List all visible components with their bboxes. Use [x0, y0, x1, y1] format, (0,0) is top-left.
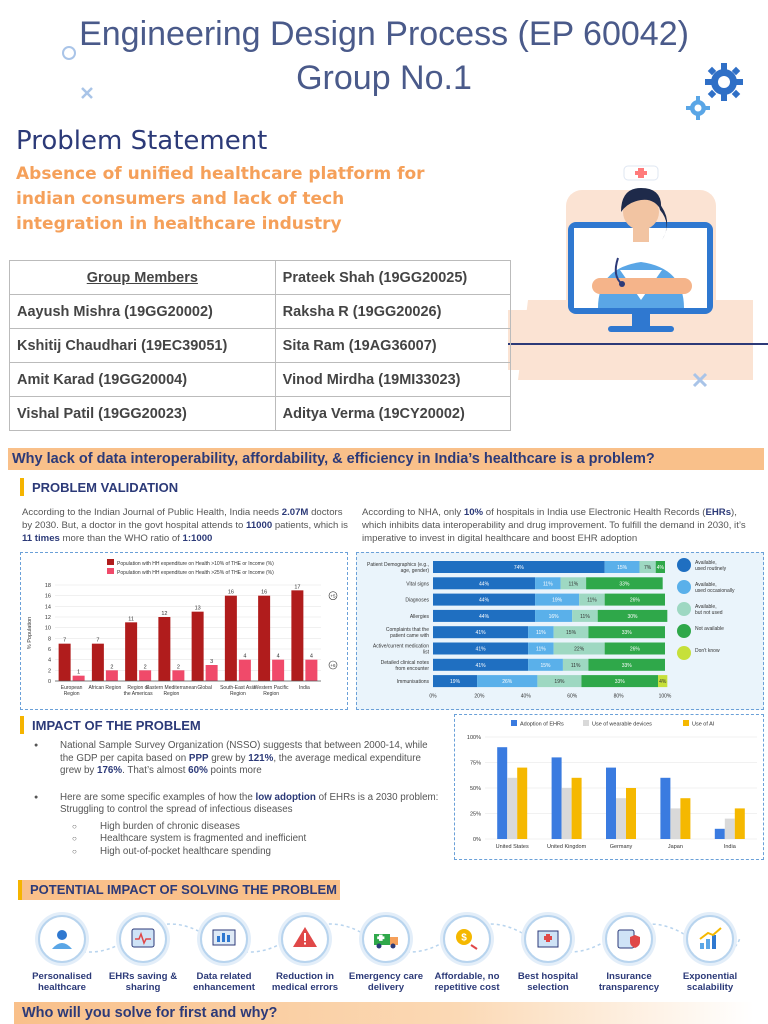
- x-tick-label: 100%: [658, 693, 672, 700]
- table-row: [10, 397, 511, 431]
- y-tick-label: 50%: [469, 786, 481, 792]
- legend-label: Use of AI: [692, 721, 715, 728]
- legend-swatch: [583, 720, 589, 726]
- data-label: 3: [210, 659, 214, 665]
- legend-label: Available,: [695, 604, 717, 610]
- legend-label: used routinely: [695, 566, 727, 572]
- bar: [125, 622, 137, 681]
- bar: [192, 612, 204, 681]
- potential-impact-label: Insurance transparency: [598, 971, 660, 993]
- x-tick-label: Region: [229, 691, 246, 697]
- y-tick-label: patient came with: [390, 633, 429, 640]
- validation-right-text: According to NHA, only 10% of hospitals in India use Electronic Health Records (EHRs), which inhibits data interoperability and drug improvement. To fulfill the demand in 2030, it’s imperative to invest in digital healthcare and boost EHR adoption: [362, 507, 746, 544]
- y-tick-label: 12: [44, 615, 51, 621]
- doctor-illustration: [508, 150, 768, 420]
- bar: [572, 778, 582, 839]
- x-tick-label: 60%: [567, 693, 578, 700]
- x-tick-label: India: [298, 685, 310, 691]
- bar: [73, 676, 85, 681]
- legend-swatch: [683, 720, 689, 726]
- member-cell: Kshitij Chaudhari (19EC39051): [10, 329, 276, 363]
- bar: [616, 798, 626, 839]
- bar: [139, 670, 151, 681]
- data-label: 44%: [479, 613, 490, 620]
- data-label: 12: [161, 611, 168, 617]
- legend-swatch: [107, 568, 114, 574]
- problem-statement-text: Absence of unified healthcare platform for indian consumers and lack of tech integration in healthcare industry: [16, 164, 425, 234]
- section-marker: [20, 716, 24, 734]
- x-tick-label: Western Pacific: [253, 685, 289, 691]
- data-label: 74%: [513, 565, 524, 571]
- data-icon: [200, 915, 248, 963]
- insurance-icon: [605, 915, 653, 963]
- svg-text:$: $: [461, 932, 467, 944]
- data-label: 41%: [475, 662, 486, 669]
- x-tick-label: South-East Asia: [220, 685, 256, 691]
- potential-impact-item: [101, 915, 185, 993]
- bar: [59, 644, 71, 681]
- data-label: 26%: [629, 646, 640, 653]
- x-tick-label: 80%: [613, 693, 624, 700]
- data-label: 4%: [659, 679, 667, 686]
- data-label: 2: [176, 664, 180, 671]
- y-tick-label: from encounter: [395, 665, 429, 672]
- data-label: 30%: [627, 613, 638, 620]
- circle-decoration-icon: [60, 44, 78, 62]
- ambulance-icon: [362, 915, 410, 963]
- x-tick-label: Region of: [127, 685, 149, 691]
- potential-impact-label: Affordable, no repetitive cost: [434, 971, 500, 993]
- potential-impact-label: Exponential scalability: [682, 971, 738, 993]
- x-tick-label: Region: [263, 691, 280, 697]
- y-tick-label: 6: [47, 647, 51, 653]
- bar: [258, 596, 270, 681]
- y-tick-label: 10: [44, 625, 51, 632]
- legend-label: Use of wearable devices: [592, 721, 652, 728]
- data-label: 11%: [570, 662, 581, 669]
- bar: [172, 670, 184, 681]
- member-cell: Amit Karad (19GG20004): [10, 363, 276, 397]
- data-label: 4: [243, 653, 247, 660]
- potential-impact-label: EHRs saving & sharing: [108, 971, 178, 993]
- legend-label: Adoption of EHRs: [520, 721, 564, 728]
- section-marker: [18, 880, 22, 900]
- ehr-usage-chart: [357, 553, 763, 709]
- x-tick-label: European: [60, 685, 83, 691]
- x-tick-label: the Americas: [123, 691, 153, 697]
- group-title: Group No.1: [296, 59, 472, 97]
- person-icon: [38, 915, 86, 963]
- bar: [272, 660, 284, 681]
- ehr-usage-chart-box: [356, 552, 764, 710]
- bar: [305, 660, 317, 681]
- legend-label: Available,: [695, 582, 717, 588]
- data-label: 4: [309, 653, 313, 660]
- data-label: 11: [128, 616, 134, 623]
- data-label: 2: [110, 664, 114, 671]
- legend-swatch: [677, 558, 691, 572]
- data-label: 7: [63, 637, 67, 644]
- table-row: [10, 261, 511, 295]
- data-label: 11%: [536, 630, 546, 637]
- data-label: 44%: [479, 581, 490, 588]
- potential-impact-label: Reduction in medical errors: [271, 971, 339, 993]
- impact-list: [20, 740, 440, 858]
- y-axis-label: % Population: [27, 616, 33, 650]
- y-tick-label: 18: [44, 583, 51, 589]
- bar: [517, 768, 527, 839]
- page-title: Engineering Design Process (EP 60042): [79, 15, 689, 53]
- data-label: 33%: [619, 581, 630, 588]
- bar: [606, 768, 616, 839]
- data-label: 11%: [580, 613, 590, 620]
- y-tick-label: Detailed clinical notes: [380, 659, 429, 666]
- y-tick-label: 75%: [469, 760, 481, 767]
- adoption-chart-box: [454, 714, 764, 860]
- x-tick-label: Germany: [609, 844, 633, 850]
- data-label: 41%: [475, 646, 486, 653]
- table-row: [10, 329, 511, 363]
- data-label: 17: [294, 584, 301, 591]
- data-label: 15%: [540, 662, 551, 669]
- money-icon: [443, 915, 491, 963]
- data-label: 19%: [554, 679, 565, 686]
- bar: [680, 798, 690, 839]
- question-banner: Why lack of data interoperability, affordability, & efficiency in India’s healthcare is a problem?: [8, 448, 764, 470]
- data-label: 26%: [629, 597, 640, 604]
- bar: [239, 660, 251, 681]
- x-tick-label: Region: [163, 691, 180, 697]
- potential-impact-label: Emergency care delivery: [348, 971, 424, 993]
- data-label: 4%: [656, 565, 664, 571]
- bar: [670, 808, 680, 839]
- table-row: [10, 295, 511, 329]
- bar: [225, 596, 237, 681]
- group-members-table: [9, 260, 511, 431]
- data-label: 13: [194, 605, 201, 612]
- hospital-icon: [524, 915, 572, 963]
- potential-impact-item: [425, 915, 509, 993]
- footer-question: Who will you solve for first and why?: [14, 1002, 754, 1024]
- x-tick-label: African Region: [88, 685, 122, 691]
- validation-left-text: According to the Indian Journal of Public Health, India needs 2.07M doctors by 2030. But, a doctor in the govt hospital attends to 11000 patients, which is 11 times more than the WHO ratio of 1:1000: [22, 507, 348, 544]
- bar: [206, 665, 218, 681]
- member-cell: Vinod Mirdha (19MI33023): [275, 363, 510, 397]
- potential-impact-label: Data related enhancement: [193, 971, 255, 993]
- y-tick-label: Vital signs: [406, 581, 429, 588]
- data-label: 26%: [502, 679, 513, 686]
- potential-impact-label: Best hospital selection: [517, 971, 579, 993]
- bar: [106, 670, 118, 681]
- member-cell: Prateek Shah (19GG20025): [275, 261, 510, 295]
- x-tick-label: 0%: [429, 693, 437, 700]
- sub-list-item: ○ Healthcare system is fragmented and inefficient: [20, 833, 440, 846]
- potential-impact-heading: POTENTIAL IMPACT OF SOLVING THE PROBLEM: [22, 880, 340, 900]
- bar: [507, 778, 517, 839]
- bar: [291, 590, 303, 681]
- y-tick-label: Complaints that the: [385, 627, 429, 634]
- x-tick-label: 40%: [520, 693, 531, 700]
- x-tick-label: Japan: [667, 844, 683, 850]
- legend-label: Population with HH expenditure on Health >25% of THE or Income (%): [117, 570, 274, 576]
- potential-impact-item: [506, 915, 590, 993]
- bar: [552, 757, 562, 839]
- y-tick-label: 4: [47, 657, 51, 664]
- impact-heading: IMPACT OF THE PROBLEM: [32, 718, 201, 733]
- data-label: 15%: [617, 565, 628, 571]
- legend-label: but not used: [695, 610, 723, 616]
- data-label: 19%: [450, 679, 461, 686]
- y-tick-label: Immunisations: [396, 679, 429, 686]
- problem-validation-heading: PROBLEM VALIDATION: [32, 480, 179, 495]
- member-cell: Aditya Verma (19CY20002): [275, 397, 510, 431]
- x-tick-label: United Kingdom: [547, 844, 587, 850]
- member-cell: Aayush Mishra (19GG20002): [10, 295, 276, 329]
- data-label: 33%: [621, 630, 632, 637]
- potential-impact-item: [668, 915, 752, 993]
- x-tick-label: Eastern Mediterranean: [145, 685, 197, 691]
- y-tick-label: Allergies: [409, 613, 429, 620]
- data-label: 22%: [574, 646, 585, 653]
- data-label: 15%: [566, 630, 577, 637]
- x-tick-label: Global: [197, 685, 212, 691]
- x-tick-label: India: [723, 844, 736, 850]
- adoption-chart: [455, 715, 763, 859]
- annotation: +6: [330, 663, 336, 668]
- data-label: 1: [77, 669, 81, 676]
- data-label: 33%: [621, 662, 632, 669]
- x-tick-label: 20%: [474, 693, 485, 700]
- legend-label: Don't know: [695, 648, 720, 654]
- y-tick-label: age, gender): [400, 568, 429, 574]
- data-label: 19%: [552, 597, 563, 604]
- warning-icon: [281, 915, 329, 963]
- y-tick-label: Patient Demographics (e.g.,: [367, 562, 429, 568]
- problem-statement-heading: Problem Statement: [16, 126, 268, 156]
- data-label: 4: [276, 653, 280, 660]
- potential-impact-item: [20, 915, 104, 993]
- sub-list-item: ○ High burden of chronic diseases: [20, 821, 440, 834]
- y-tick-label: list: [422, 649, 429, 656]
- bar: [562, 788, 572, 839]
- group-members-header: Group Members: [10, 261, 276, 295]
- cross-decoration-icon: [80, 86, 94, 100]
- member-cell: Raksha R (19GG20026): [275, 295, 510, 329]
- data-label: 11%: [543, 581, 553, 588]
- legend-label: Not available: [695, 626, 724, 632]
- potential-impact-item: [263, 915, 347, 993]
- legend-swatch: [107, 559, 114, 565]
- data-label: 11%: [536, 646, 546, 653]
- data-label: 11%: [568, 581, 579, 588]
- potential-impact-label: Personalised healthcare: [32, 971, 92, 993]
- legend-swatch: [677, 602, 691, 616]
- sub-list-item: ○ High out-of-pocket healthcare spending: [20, 846, 440, 859]
- legend-swatch: [677, 624, 691, 638]
- expenditure-chart-box: [20, 552, 348, 710]
- legend-label: Population with HH expenditure on Health >10% of THE or Income (%): [117, 561, 274, 567]
- y-tick-label: 2: [47, 668, 51, 675]
- expenditure-chart: [21, 553, 347, 709]
- bar: [497, 747, 507, 839]
- data-label: 33%: [614, 679, 625, 686]
- bar: [660, 778, 670, 839]
- y-tick-label: 0: [47, 679, 51, 685]
- data-label: 7: [96, 637, 100, 644]
- data-label: 16%: [548, 613, 559, 620]
- legend-label: used occasionally: [695, 588, 735, 594]
- growth-icon: [686, 915, 734, 963]
- y-tick-label: 16: [44, 593, 51, 600]
- section-marker: [20, 478, 24, 496]
- list-item: ● National Sample Survey Organization (NSSO) suggests that between 2000-14, while the GDP per capita based on PPP grew by 121%, the average medical expenditure grew by 176%. That’s almost 60% points more: [20, 740, 440, 778]
- y-tick-label: 0%: [473, 837, 481, 843]
- y-tick-label: Active/current medication: [372, 643, 429, 650]
- legend-swatch: [677, 580, 691, 594]
- annotation: +5: [330, 593, 336, 599]
- data-label: 16: [261, 589, 268, 596]
- data-label: 44%: [479, 597, 490, 604]
- gears-icon: [680, 60, 750, 130]
- bar: [626, 788, 636, 839]
- bar: [92, 644, 104, 681]
- y-tick-label: 25%: [469, 811, 481, 818]
- cross-decoration-icon-2: [692, 372, 708, 388]
- bar: [158, 617, 170, 681]
- potential-impact-item: [182, 915, 266, 993]
- y-tick-label: 14: [44, 604, 51, 611]
- data-label: 2: [143, 664, 147, 671]
- data-label: 16: [227, 589, 234, 596]
- y-tick-label: 100%: [466, 735, 481, 741]
- x-tick-label: Region: [63, 691, 80, 697]
- data-label: 41%: [475, 630, 486, 637]
- potential-impact-item: [344, 915, 428, 993]
- member-cell: Vishal Patil (19GG20023): [10, 397, 276, 431]
- legend-label: Available,: [695, 560, 717, 566]
- data-label: 7%: [643, 565, 652, 571]
- bar: [715, 829, 725, 839]
- y-tick-label: 8: [47, 636, 51, 643]
- member-cell: Sita Ram (19AG36007): [275, 329, 510, 363]
- data-label: 11%: [587, 597, 597, 604]
- bar: [735, 808, 745, 839]
- potential-impact-item: [587, 915, 671, 993]
- legend-swatch: [511, 720, 517, 726]
- ehr-icon: [119, 915, 167, 963]
- x-tick-label: United States: [495, 844, 529, 850]
- list-item: ● Here are some specific examples of how the low adoption of EHRs is a 2030 problem: Struggling to control the spread of infectious diseases: [20, 792, 440, 817]
- legend-swatch: [677, 646, 691, 660]
- table-row: [10, 363, 511, 397]
- bar: [725, 819, 735, 839]
- y-tick-label: Diagnoses: [405, 597, 429, 604]
